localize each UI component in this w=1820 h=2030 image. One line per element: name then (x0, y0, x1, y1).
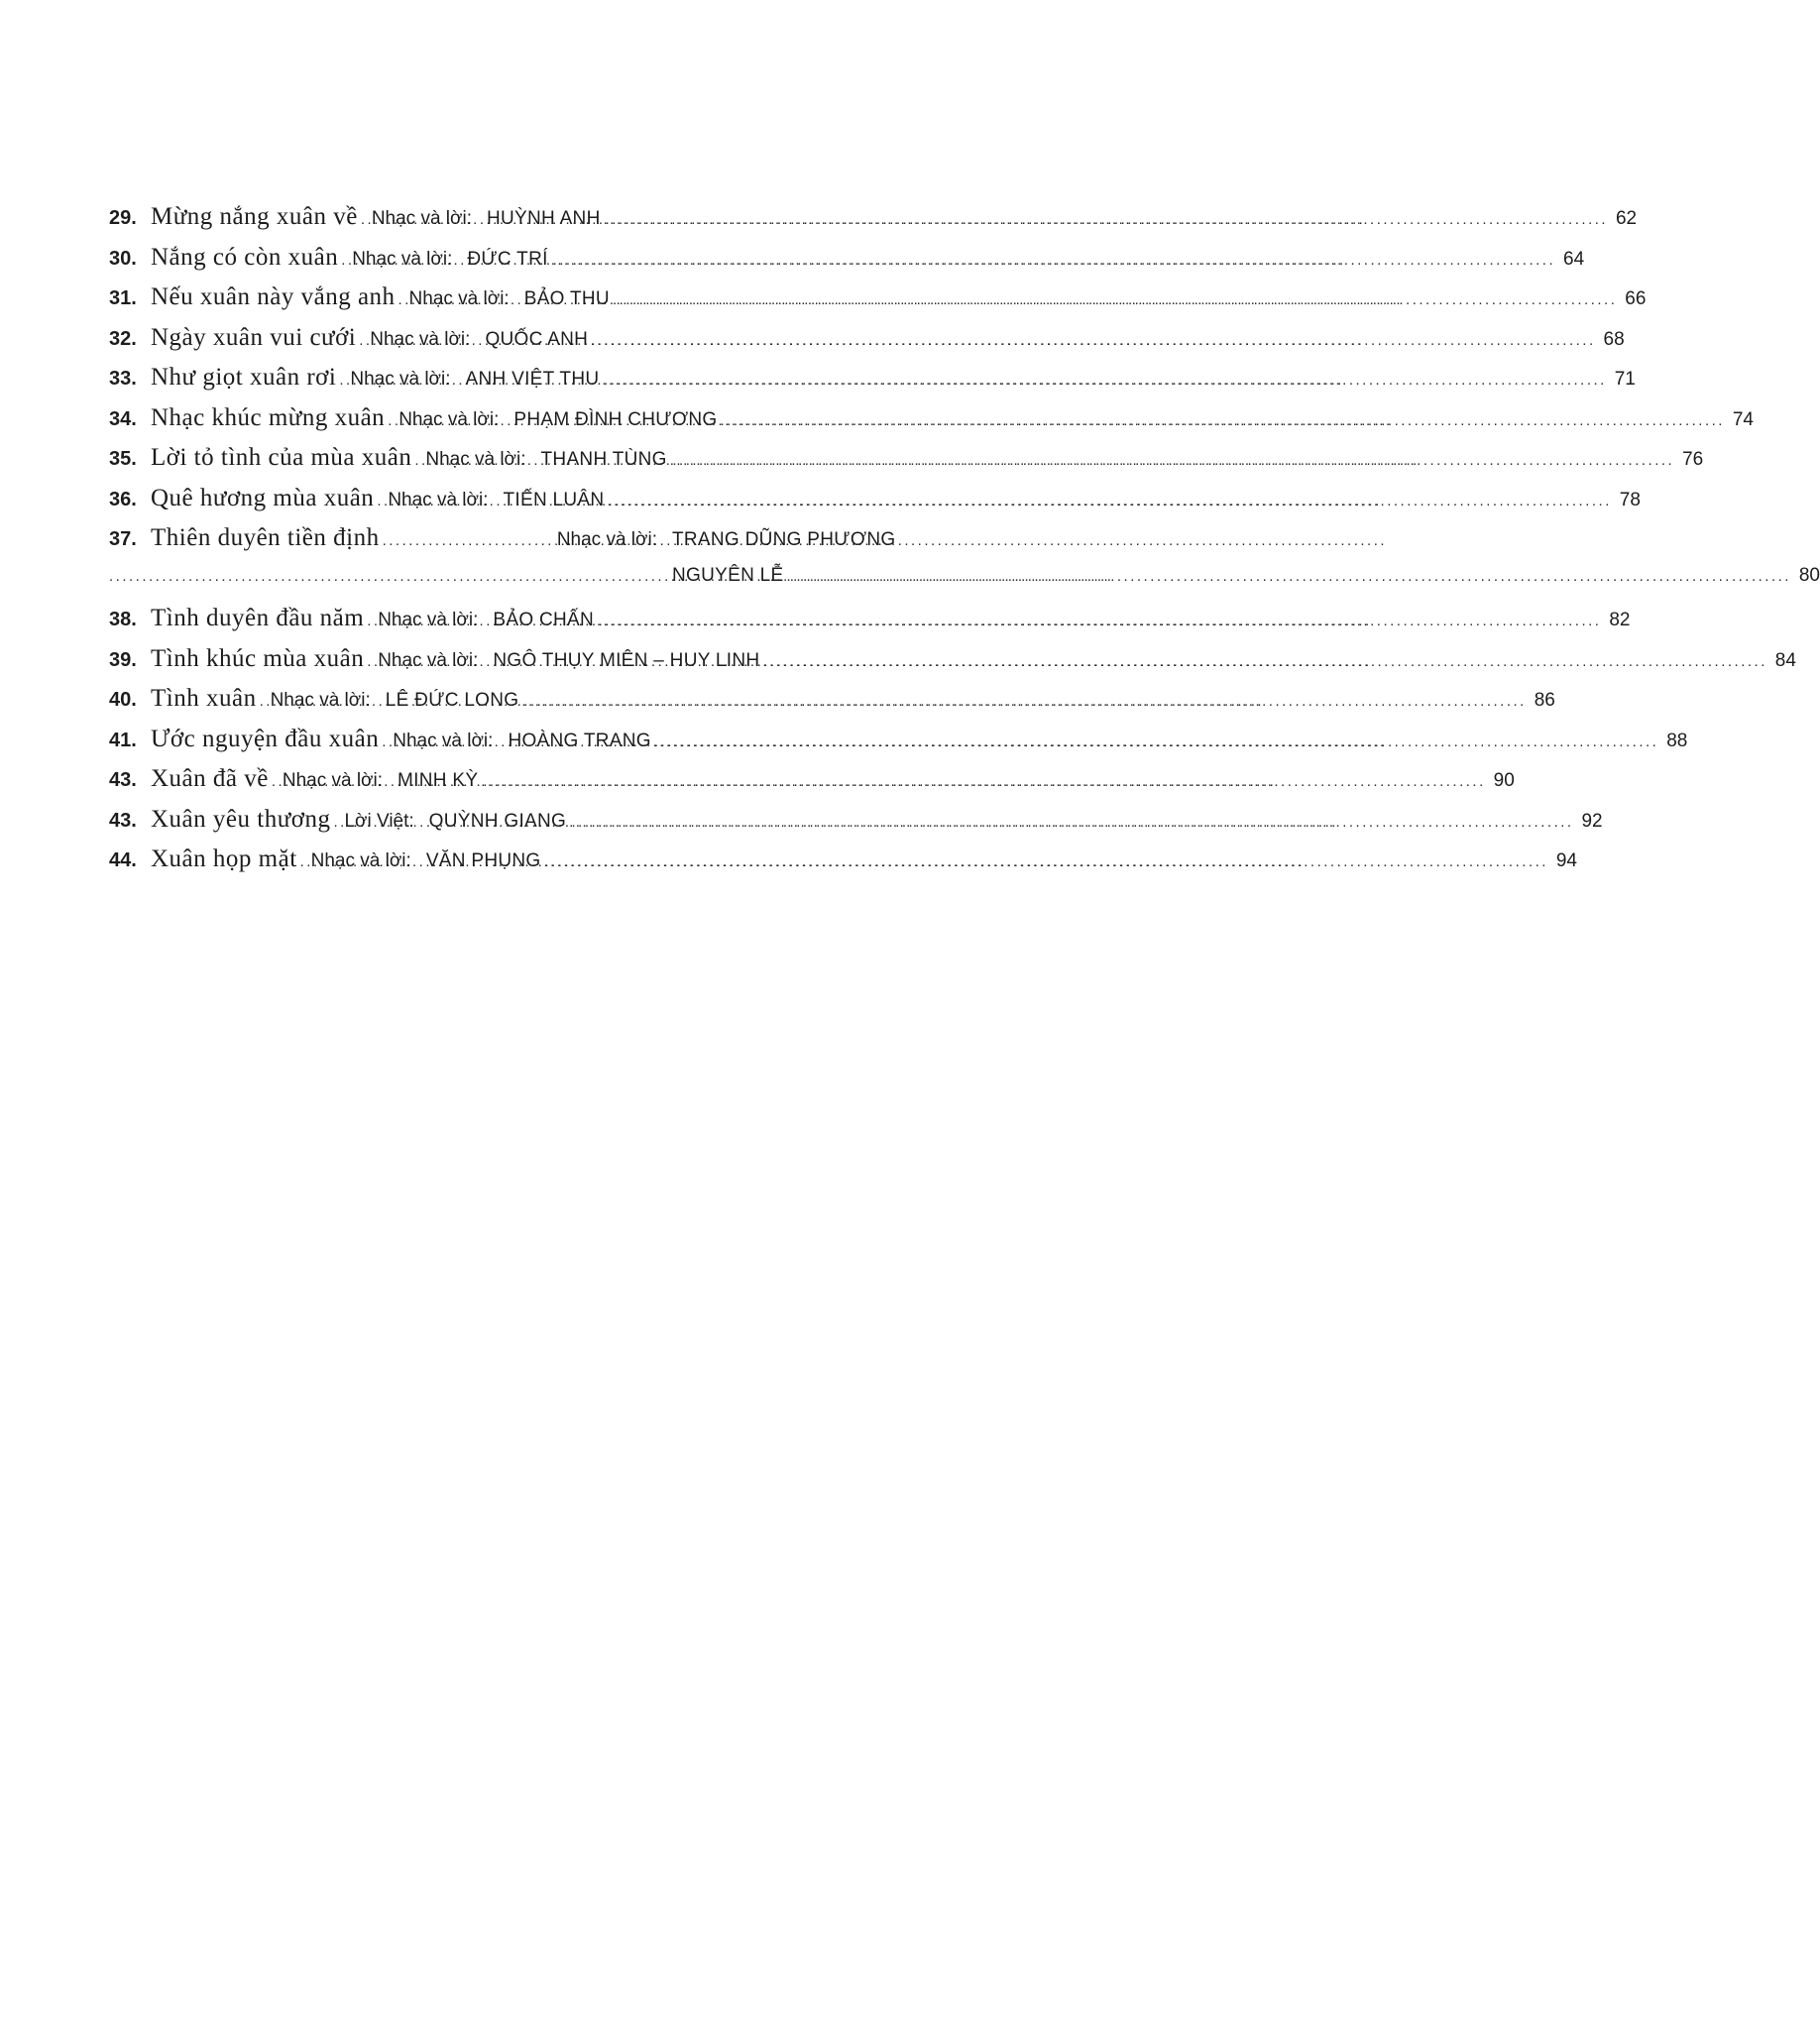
song-title: Nắng có còn xuân (151, 243, 339, 271)
continuation-leader (109, 568, 657, 585)
composer-name: NGUYÊN LỄ (672, 564, 784, 586)
credit-label: Nhạc và lời: (370, 328, 471, 350)
song-title: Ước nguyện đầu xuân (151, 725, 380, 752)
page-number: 74 (1732, 408, 1754, 430)
credit-column (510, 288, 1647, 310)
song-title: Thiên duyên tiền định (151, 524, 380, 551)
toc-row (109, 203, 1638, 244)
entry-number: 33. (109, 368, 137, 390)
page-number: 76 (1682, 449, 1704, 470)
credit-label: Nhạc và lời: (388, 489, 489, 510)
credit-label: Nhạc và lời: (378, 649, 479, 671)
dot-leader (359, 332, 367, 349)
entry-number: 34. (109, 407, 137, 430)
composer-name: TRANG DŨNG PHƯƠNG (672, 529, 896, 550)
composer-name: HOÀNG TRANG (508, 730, 651, 751)
credit-label: Nhạc và lời: (556, 529, 657, 550)
toc-row (109, 725, 1688, 766)
dot-leader (382, 733, 390, 750)
credit-column (470, 329, 1624, 351)
composer-name: NGÔ THỤY MIÊN – HUY LINH (493, 649, 760, 671)
dot-leader (481, 773, 1485, 790)
credit-column (411, 850, 1577, 872)
credit-column (526, 449, 1704, 471)
composer-name: QUỲNH GIANG (428, 810, 567, 832)
dot-leader (613, 291, 1617, 308)
toc-row (109, 364, 1636, 404)
dot-leader (339, 372, 347, 389)
toc-row (109, 644, 1796, 686)
composer-name: HUỲNH ANH (487, 208, 601, 229)
entry-number: 36. (109, 488, 137, 510)
page-number: 71 (1614, 369, 1636, 390)
entry-number: 44. (109, 849, 137, 871)
composer-name: THANH TÙNG (540, 449, 667, 470)
dot-leader (543, 853, 1547, 870)
entry-number: 31. (109, 287, 137, 309)
credit-column (371, 690, 1555, 712)
page-number: 78 (1619, 489, 1641, 510)
credit-column (414, 811, 1603, 833)
dot-leader (361, 211, 369, 228)
entry-number: 29. (109, 207, 137, 229)
credit-label: Nhạc và lời: (398, 408, 500, 430)
composer-name: ANH VIỆT THU (465, 369, 600, 390)
composer-name: MINH KỲ (398, 770, 479, 791)
table-of-contents (109, 203, 1820, 886)
entry-number: 32. (109, 327, 137, 350)
page-number: 88 (1666, 730, 1688, 751)
entry-number: 38. (109, 609, 137, 630)
dot-leader (604, 211, 1608, 228)
page-number: 86 (1534, 690, 1555, 711)
credit-column (657, 565, 1820, 587)
song-title: Quê hương mùa xuân (151, 484, 375, 511)
dot-leader (787, 568, 1791, 585)
toc-row (109, 765, 1515, 806)
composer-name: ĐỨC TRÍ (467, 248, 548, 270)
page-number: 84 (1774, 649, 1796, 671)
credit-label: Nhạc và lời: (282, 770, 384, 791)
entry-number: 30. (109, 247, 137, 270)
dot-leader (414, 452, 422, 469)
credit-column (452, 249, 1584, 271)
composer-name: LÊ ĐỨC LONG (385, 690, 519, 711)
dot-leader (521, 693, 1526, 710)
dot-leader (109, 568, 537, 585)
credit-column (383, 770, 1515, 792)
credit-label: Nhạc và lời: (310, 850, 411, 871)
entry-number: 35. (109, 448, 137, 470)
page-number: 66 (1625, 288, 1647, 309)
toc-row-continuation (109, 564, 1820, 606)
song-title: Như giọt xuân rơi (151, 364, 337, 391)
composer-name: PHẠM ĐÌNH CHƯƠNG (513, 408, 718, 430)
credit-column (499, 409, 1754, 431)
dot-leader (607, 493, 1611, 509)
song-title: Tình xuân (151, 685, 257, 712)
dot-leader (597, 613, 1601, 629)
dot-leader (569, 814, 1573, 831)
composer-name: BẢO THU (523, 288, 610, 309)
song-title: Tình duyên đầu năm (151, 605, 365, 631)
composer-name: VĂN PHỤNG (425, 850, 541, 871)
dot-leader (654, 733, 1658, 750)
entry-number: 40. (109, 689, 137, 711)
toc-row (109, 846, 1577, 886)
credit-column (472, 208, 1637, 230)
credit-label: Nhạc và lời: (425, 449, 526, 470)
entry-number: 43. (109, 809, 137, 832)
dot-leader (300, 853, 308, 870)
dot-leader (260, 693, 268, 710)
dot-leader (383, 532, 554, 549)
page-number: 90 (1493, 770, 1515, 791)
credit-label: Lời Việt: (344, 810, 414, 832)
credit-label: Nhạc và lời: (270, 690, 371, 711)
page-number: 82 (1609, 610, 1631, 630)
dot-leader (602, 372, 1606, 389)
dot-leader (367, 653, 375, 670)
song-title: Nhạc khúc mừng xuân (151, 403, 386, 431)
credit-label: Nhạc và lời: (371, 208, 472, 229)
credit-column (478, 650, 1796, 672)
dot-leader (670, 452, 1674, 469)
toc-row (109, 685, 1555, 726)
composer-name: QUỐC ANH (485, 328, 589, 350)
toc-row (109, 605, 1631, 645)
entry-number: 43. (109, 769, 137, 791)
dot-leader (551, 252, 1555, 269)
song-title: Ngày xuân vui cưới (151, 323, 357, 351)
song-title: Lời tỏ tình của mùa xuân (151, 444, 412, 471)
composer-name: BẢO CHẤN (493, 610, 595, 630)
dot-leader (762, 653, 1766, 670)
credit-label: Nhạc và lời: (350, 369, 451, 390)
credit-column (488, 490, 1640, 511)
page-number: 64 (1563, 248, 1585, 270)
toc-row (109, 283, 1647, 324)
credit-label: Nhạc và lời: (352, 248, 453, 270)
entry-number: 39. (109, 648, 137, 671)
credit-label: Nhạc và lời: (378, 610, 479, 630)
toc-row (109, 524, 1003, 565)
song-title: Nếu xuân này vắng anh (151, 283, 396, 310)
toc-row (109, 323, 1625, 365)
dot-leader (591, 332, 1595, 349)
dot-leader (341, 252, 349, 269)
credit-column (493, 731, 1687, 752)
credit-label: Nhạc và lời: (408, 288, 510, 309)
song-title: Xuân đã về (151, 765, 269, 792)
dot-leader (272, 773, 280, 790)
toc-row (109, 805, 1603, 846)
dot-leader (377, 493, 385, 509)
page-number: 68 (1603, 328, 1625, 350)
toc-row (109, 444, 1704, 485)
page-number: 92 (1581, 810, 1603, 832)
toc-row (109, 243, 1585, 284)
dot-leader (398, 291, 406, 308)
dot-leader (367, 613, 375, 629)
credit-column (657, 529, 1003, 551)
toc-row (109, 403, 1754, 445)
credit-column (478, 610, 1630, 631)
credit-column (451, 369, 1636, 391)
song-title: Xuân họp mặt (151, 846, 297, 872)
song-title: Tình khúc mùa xuân (151, 644, 365, 672)
entry-number: 37. (109, 528, 137, 550)
song-title: Mừng nắng xuân về (151, 203, 358, 230)
dot-leader (721, 412, 1725, 429)
page-number: 94 (1555, 850, 1577, 871)
song-title: Xuân yêu thương (151, 805, 331, 833)
composer-name: TIẾN LUÂN (503, 489, 605, 510)
toc-row (109, 484, 1641, 525)
dot-leader (388, 412, 396, 429)
dot-leader (333, 814, 341, 831)
credit-label: Nhạc và lời: (393, 730, 494, 751)
page-number: 80 (1798, 564, 1820, 586)
entry-number: 41. (109, 729, 137, 751)
page-number: 62 (1615, 208, 1638, 229)
